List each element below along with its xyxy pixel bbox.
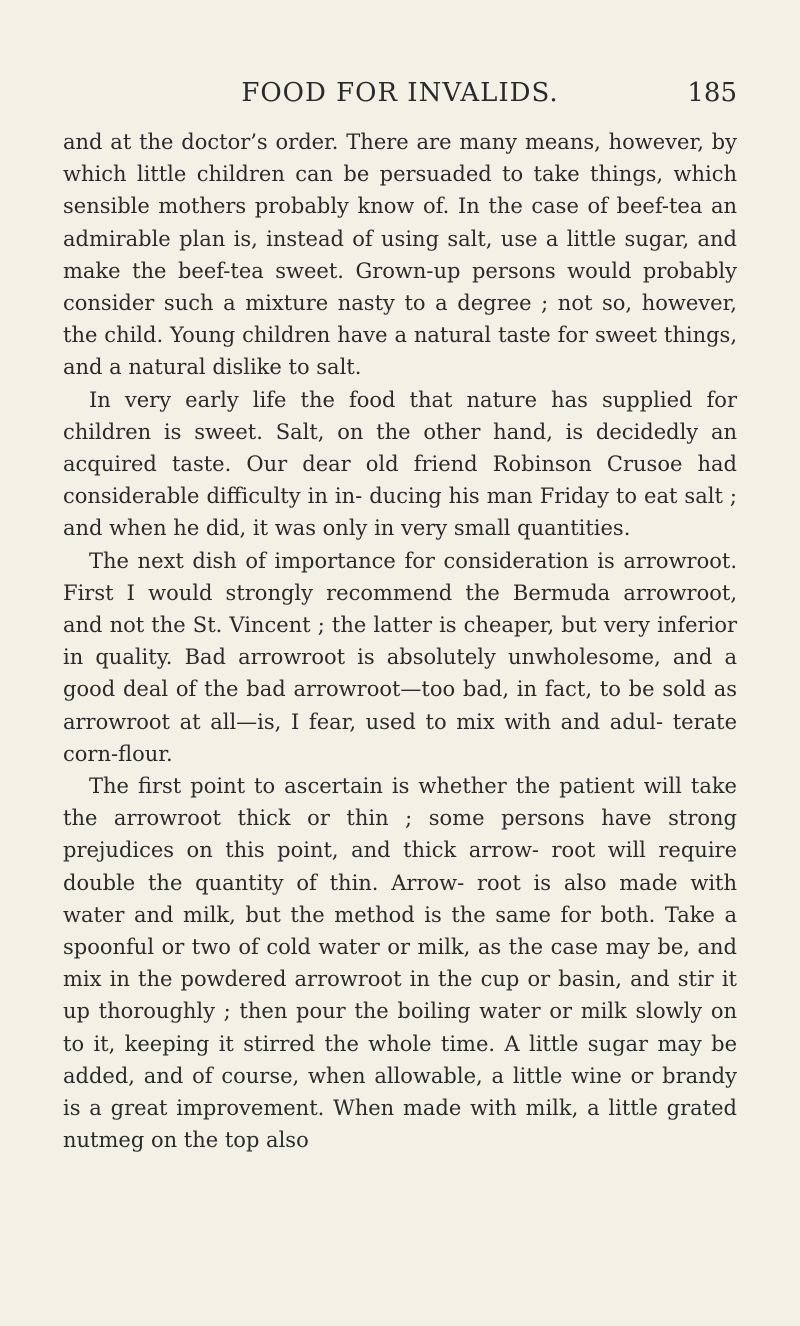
page-number: 185 bbox=[687, 78, 737, 108]
paragraph-3: The next dish of importance for consideration is arrowroot. First I would strongly recommend the Bermuda arrowroot, and not the St. Vincent ; the latter is cheaper, but very inferior in quality. Bad arrowroot is absolutely unwholesome, and a good deal of the bad arrowroot—too bad, in fact, to be sold as arrowroot at all—is, I fear, used to mix with and adul- terate corn-flour. bbox=[63, 548, 737, 766]
paragraph-1: and at the doctor’s order. There are many means, however, by which little children can be persuaded to take things, which sensible mothers probably know of. In the case of beef-tea an admirable plan is, instead of using salt, use a little sugar, and make the beef-tea sweet. Grown-up persons would probably consider such a mixture nasty to a degree ; not so, however, the child. Young children have a natural taste for sweet things, and a natural dislike to salt. bbox=[63, 130, 737, 380]
paragraph-2: In very early life the food that nature has supplied for children is sweet. Salt, on the other hand, is decidedly an acquired taste. Our dear old friend Robinson Crusoe had considerable difficulty in in- ducing his man Friday to eat salt ; and when he did, it was only in very small quantities. bbox=[63, 387, 737, 541]
page-header bbox=[63, 78, 737, 118]
paragraph-4: The first point to ascertain is whether the patient will take the arrowroot thick or thin ; some persons have strong prejudices on this point, and thick arrow- root will require double the quantity of thin. Arrow- root is also made with water and milk, but the method is the same for both. Take a spoonful or two of cold water or milk, as the case may be, and mix in the powdered arrowroot in the cup or basin, and stir it up thoroughly ; then pour the boiling water or milk slowly on to it, keeping it stirred the whole time. A little sugar may be added, and of course, when allowable, a little wine or brandy is a great improvement. When made with milk, a little grated nutmeg on the top also bbox=[63, 774, 737, 1153]
body-text bbox=[63, 126, 737, 1157]
running-title: FOOD FOR INVALIDS. bbox=[241, 78, 559, 108]
book-page bbox=[63, 78, 737, 1157]
